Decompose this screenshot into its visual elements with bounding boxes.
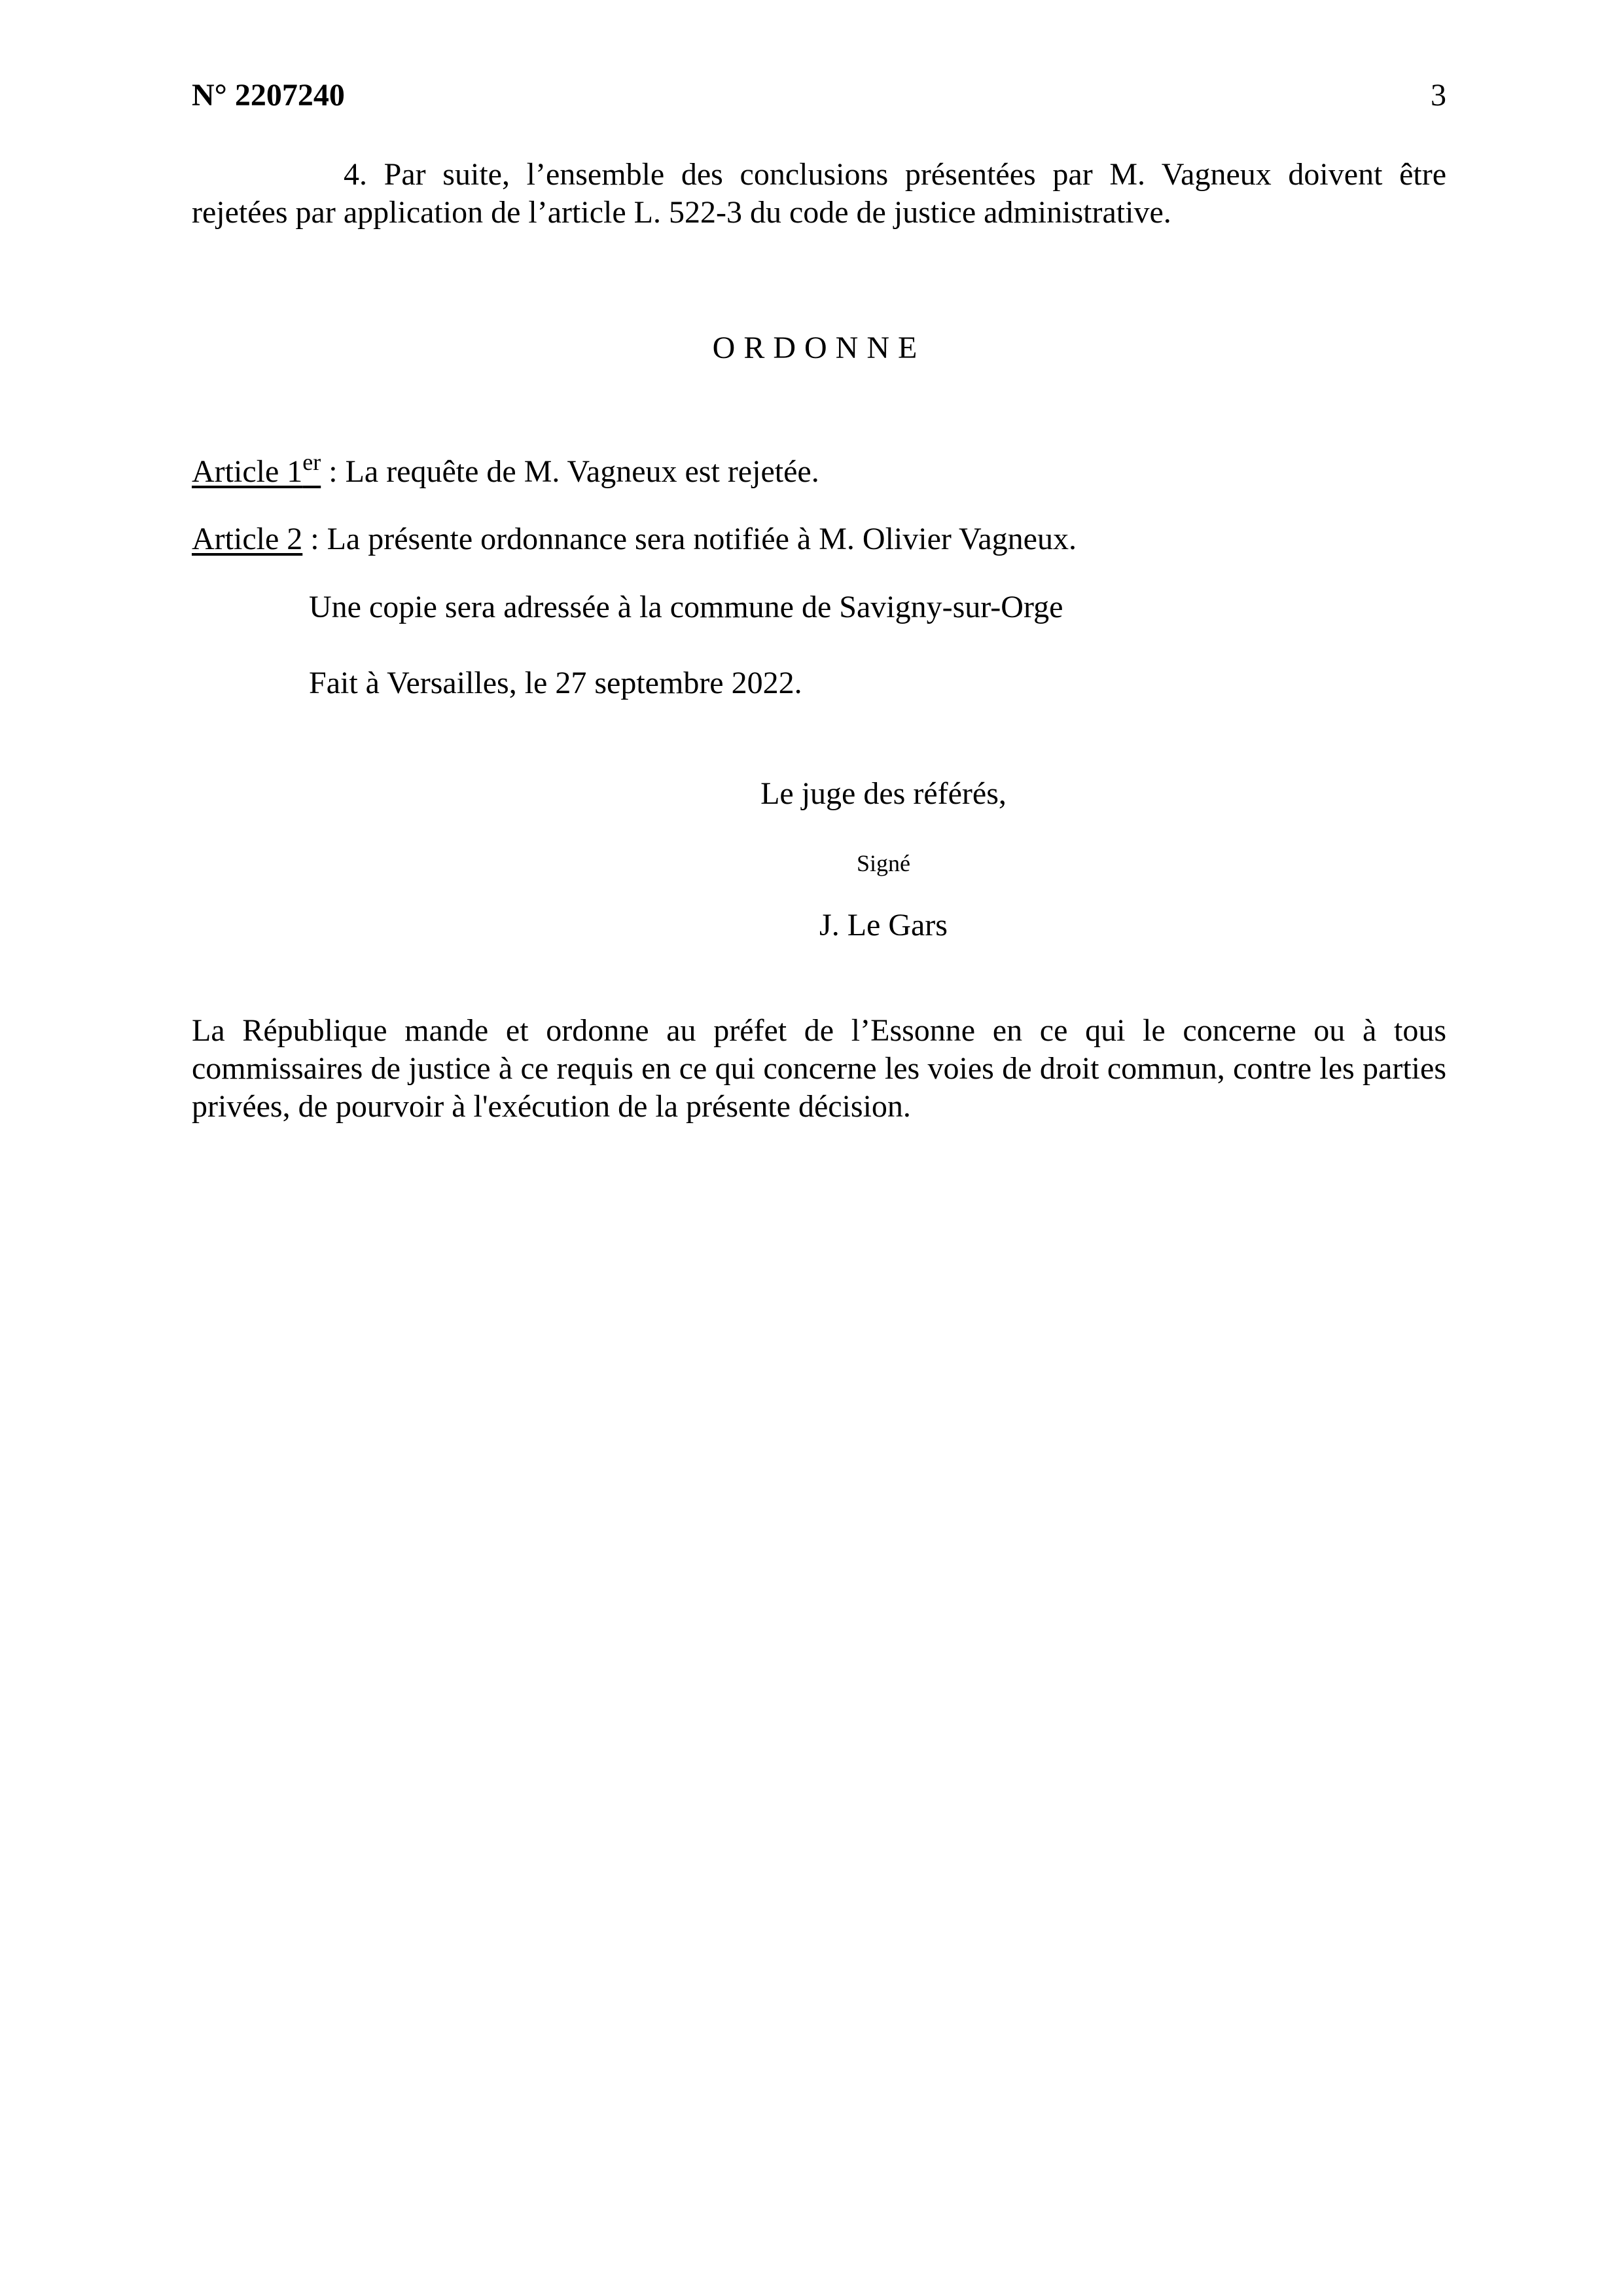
article-2-text: : La présente ordonnance sera notifiée à M. Olivier Vagneux. [302,522,1077,556]
copy-line: Une copie sera adressée à la commune de Savigny-sur-Orge [309,590,1063,624]
article-1 [192,449,1446,491]
place-date: Fait à Versailles, le 27 septembre 2022. [309,666,802,700]
case-number: N° 2207240 [192,78,345,113]
page-number: 3 [1431,78,1446,113]
article-2-label: Article 2 [192,522,303,556]
judge-role: Le juge des référés, [760,776,1007,811]
signed-mention: Signé [856,850,910,876]
page-header [192,77,1446,123]
paragraph-4: 4. Par suite, l’ensemble des conclusions présentées par M. Vagneux doivent être rejetées par application de l’article L. 522-3 du code de justice administrative. [192,157,1446,230]
judge-name: J. Le Gars [819,908,948,942]
article-1-label-main: Article 1 [192,454,303,489]
ordonne-title: ORDONNE [712,331,926,365]
article-1-text: : La requête de M. Vagneux est rejetée. [321,454,819,489]
article-1-label-sup: er [302,449,321,475]
article-1-label [192,449,321,489]
executory-formula: La République mande et ordonne au préfet de l’Essonne en ce qui le concerne ou à tous commissaires de justice à ce requis en ce qui concerne les voies de droit commun, contre les parties privées, de pourvoir à l'exécution de la présente décision. [192,1013,1446,1124]
article-2 [192,520,1446,558]
